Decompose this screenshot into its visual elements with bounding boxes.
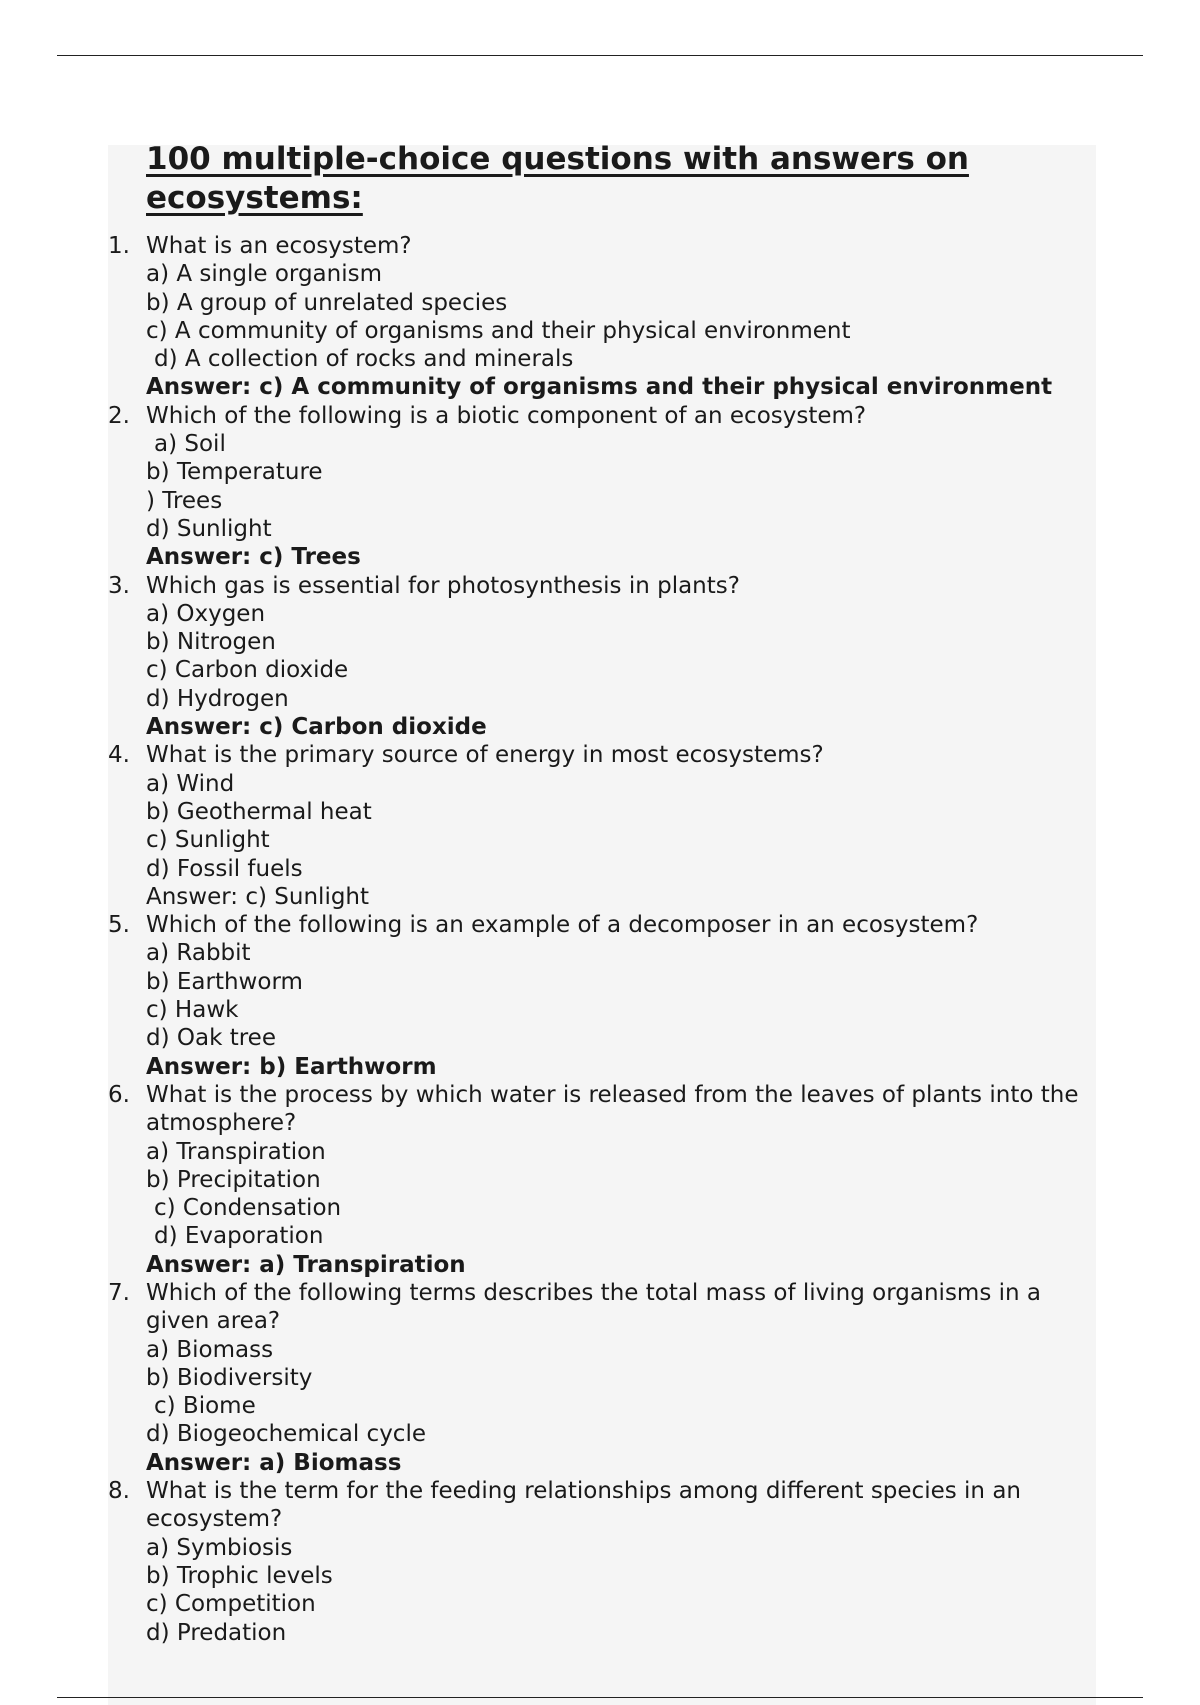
- option: d) Hydrogen: [146, 685, 289, 712]
- option: c) Condensation: [154, 1195, 342, 1222]
- option: d) Fossil fuels: [146, 855, 303, 882]
- option: b) Geothermal heat: [146, 798, 372, 825]
- option: a) Biomass: [146, 1336, 274, 1363]
- bottom-rule: [57, 1697, 1143, 1698]
- question-text: Which gas is essential for photosynthesis in plants?: [146, 572, 740, 599]
- option: b) Earthworm: [146, 968, 303, 995]
- option: c) Sunlight: [146, 827, 270, 854]
- question-number: 2.: [108, 402, 130, 429]
- answer: Answer: c) A community of organisms and their physical environment: [146, 374, 1053, 401]
- option: b) Biodiversity: [146, 1364, 313, 1391]
- question-number: 6.: [108, 1081, 130, 1108]
- option: d) Evaporation: [154, 1223, 324, 1250]
- answer: Answer: c) Carbon dioxide: [146, 714, 487, 741]
- option: c) Competition: [146, 1591, 316, 1618]
- answer: Answer: c) Sunlight: [146, 883, 370, 910]
- question-item: [108, 1279, 1098, 1477]
- option: b) Precipitation: [146, 1166, 321, 1193]
- answer: Answer: a) Biomass: [146, 1449, 402, 1476]
- question-text: Which of the following is a biotic component of an ecosystem?: [146, 402, 867, 429]
- option: b) Nitrogen: [146, 629, 276, 656]
- option: c) Carbon dioxide: [146, 657, 349, 684]
- answer: Answer: c) Trees: [146, 544, 361, 571]
- option: b) A group of unrelated species: [146, 289, 508, 316]
- document-title: 100 multiple-choice questions with answers on ecosystems:: [146, 141, 969, 216]
- option: a) Soil: [154, 431, 226, 458]
- answer: Answer: a) Transpiration: [146, 1251, 466, 1278]
- option: d) Sunlight: [146, 515, 272, 542]
- question-number: 4.: [108, 742, 130, 769]
- question-item: [108, 402, 1098, 572]
- option: d) Biogeochemical cycle: [146, 1421, 426, 1448]
- question-item: [108, 911, 1098, 1081]
- question-text: What is an ecosystem?: [146, 233, 412, 259]
- option: a) Rabbit: [146, 940, 251, 967]
- question-number: 7.: [108, 1279, 130, 1306]
- top-rule: [57, 55, 1143, 56]
- option: a) Wind: [146, 770, 235, 797]
- question-item: [108, 741, 1098, 911]
- option: a) Transpiration: [146, 1138, 326, 1165]
- option: a) Oxygen: [146, 600, 266, 627]
- option: b) Trophic levels: [146, 1562, 333, 1589]
- question-number: 1.: [108, 233, 130, 259]
- option: d) A collection of rocks and minerals: [154, 346, 574, 373]
- option: a) Symbiosis: [146, 1534, 293, 1561]
- option: c) Hawk: [146, 997, 239, 1024]
- question-number: 5.: [108, 912, 130, 939]
- option: c) A community of organisms and their physical environment: [146, 317, 851, 344]
- document-body: [108, 140, 1098, 1647]
- question-list: [108, 232, 1098, 1647]
- option: d) Oak tree: [146, 1025, 276, 1052]
- question-item: [108, 232, 1098, 402]
- question-item: [108, 1477, 1098, 1647]
- question-number: 3.: [108, 572, 130, 599]
- question-text: Which of the following is an example of a decomposer in an ecosystem?: [146, 912, 979, 939]
- question-text: Which of the following terms describes the total mass of living organisms in a given area?: [146, 1279, 1042, 1335]
- option: d) Predation: [146, 1619, 287, 1646]
- question-text: What is the term for the feeding relationships among different species in an ecosystem?: [146, 1478, 1021, 1533]
- question-text: What is the process by which water is released from the leaves of plants into the atmosphere?: [146, 1081, 1079, 1137]
- answer: Answer: b) Earthworm: [146, 1053, 437, 1080]
- option: ) Trees: [146, 487, 223, 514]
- question-number: 8.: [108, 1478, 130, 1505]
- option: c) Biome: [154, 1393, 256, 1420]
- option: b) Temperature: [146, 459, 323, 486]
- question-text: What is the primary source of energy in most ecosystems?: [146, 742, 824, 769]
- question-item: [108, 1081, 1098, 1279]
- question-item: [108, 572, 1098, 742]
- option: a) A single organism: [146, 261, 382, 288]
